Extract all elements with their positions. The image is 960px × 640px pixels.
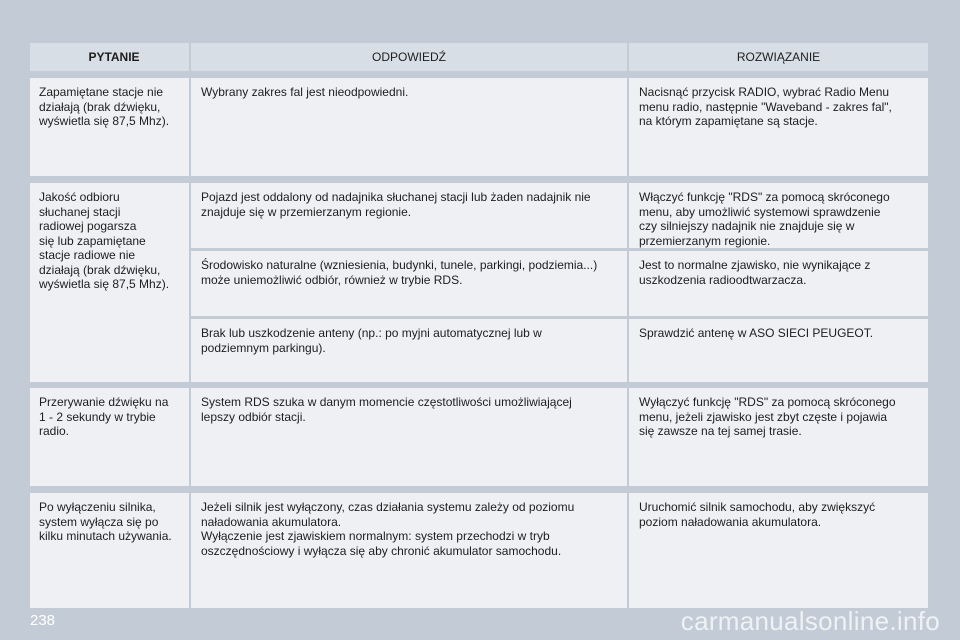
row2-solution-1: Włączyć funkcję "RDS" za pomocą skróconego menu, aby umożliwić systemowi sprawdzenie czy silniejszy nadajnik nie znajduje się w przemierzanym regionie. [629,183,928,248]
row2-answer-3: Brak lub uszkodzenie anteny (np.: po myjni automatycznej lub w podziemnym parkingu). [191,319,627,382]
header-question: PYTANIE [30,43,189,71]
row3-answer: System RDS szuka w danym momencie częstotliwości umożliwiającej lepszy odbiór stacji. [191,388,627,486]
header-solution: ROZWIĄZANIE [629,43,928,71]
row1-answer: Wybrany zakres fal jest nieodpowiedni. [191,78,627,176]
row4-answer: Jeżeli silnik jest wyłączony, czas działania systemu zależy od poziomu naładowania akumulatora. Wyłączenie jest zjawiskiem normalnym: system przechodzi w tryb oszczędnościowy i wyłącza się aby chronić akumulator samochodu. [191,493,627,608]
row4-question: Po wyłączeniu silnika, system wyłącza się po kilku minutach używania. [30,493,189,608]
row2-question: Jakość odbioru słuchanej stacji radiowej pogarsza się lub zapamiętane stacje radiowe nie działają (brak dźwięku, wyświetla się 87,5 Mhz). [30,183,189,382]
row2-answer-1: Pojazd jest oddalony od nadajnika słuchanej stacji lub żaden nadajnik nie znajduje się w przemierzanym regionie. [191,183,627,248]
header-answer: ODPOWIEDŹ [191,43,627,71]
row2-solution-2: Jest to normalne zjawisko, nie wynikające z uszkodzenia radioodtwarzacza. [629,251,928,316]
row1-question: Zapamiętane stacje nie działają (brak dźwięku, wyświetla się 87,5 Mhz). [30,78,189,176]
row2-answer-2: Środowisko naturalne (wzniesienia, budynki, tunele, parkingi, podziemia...) może uniemożliwić odbiór, również w trybie RDS. [191,251,627,316]
row4-solution: Uruchomić silnik samochodu, aby zwiększyć poziom naładowania akumulatora. [629,493,928,608]
watermark: carmanualsonline.info [680,606,940,636]
row3-question: Przerywanie dźwięku na 1 - 2 sekundy w trybie radio. [30,388,189,486]
row3-solution: Wyłączyć funkcję "RDS" za pomocą skróconego menu, jeżeli zjawisko jest zbyt częste i pojawia się zawsze na tej samej trasie. [629,388,928,486]
row1-solution: Nacisnąć przycisk RADIO, wybrać Radio Menu menu radio, następnie "Waveband - zakres fal", na którym zapamiętane są stacje. [629,78,928,176]
row2-solution-3: Sprawdzić antenę w ASO SIECI PEUGEOT. [629,319,928,382]
page-number: 238 [30,612,56,629]
